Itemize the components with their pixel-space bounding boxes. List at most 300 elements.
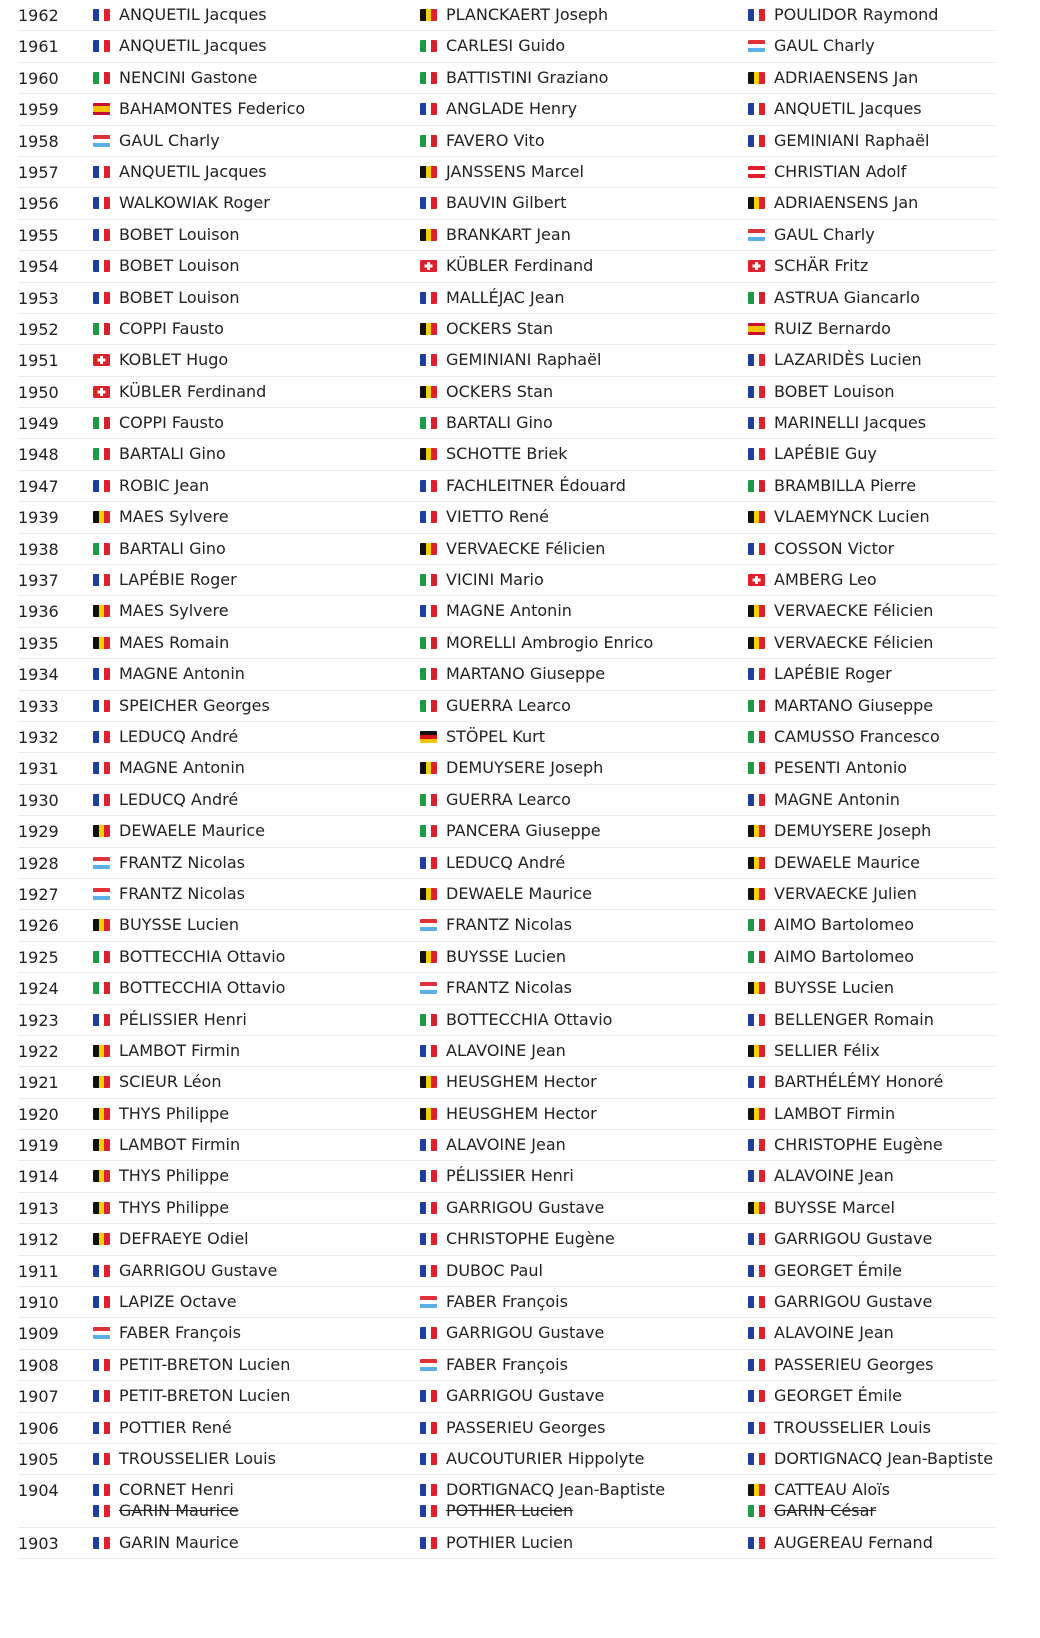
flag-it-icon xyxy=(420,135,437,147)
year-link[interactable]: 1929 xyxy=(18,822,59,842)
rider-name-link[interactable]: GUERRA Learco xyxy=(446,789,571,809)
rider-name-link[interactable]: BUYSSE Marcel xyxy=(774,1197,895,1217)
table-row xyxy=(18,251,995,282)
rider-name-link[interactable]: CHRISTOPHE Eugène xyxy=(446,1229,615,1249)
flag-lu-icon xyxy=(93,1327,110,1339)
table-row xyxy=(18,314,995,345)
table-row xyxy=(18,1005,995,1036)
flag-be-icon xyxy=(420,229,437,241)
table-row xyxy=(18,408,995,439)
rider-name-link[interactable]: BARTHÉLÉMY Honoré xyxy=(774,1072,944,1092)
flag-be-icon xyxy=(748,605,765,617)
rider-name-link[interactable]: BARTALI Gino xyxy=(446,413,553,433)
year-link[interactable]: 1953 xyxy=(18,288,59,308)
rider-name-link[interactable]: BOBET Louison xyxy=(119,287,240,307)
flag-be-icon xyxy=(748,825,765,837)
rider-name-link[interactable]: PESENTI Antonio xyxy=(774,758,908,778)
rider-name-link[interactable]: HEUSGHEM Hector xyxy=(446,1072,597,1092)
flag-fr-icon xyxy=(93,794,110,806)
flag-fr-icon xyxy=(420,857,437,869)
rider-name-link[interactable]: TROUSSELIER Louis xyxy=(119,1448,276,1468)
flag-be-icon xyxy=(93,1233,110,1245)
rider-name-link[interactable]: VICINI Mario xyxy=(446,570,544,590)
rider-name-link[interactable]: VERVAECKE Félicien xyxy=(774,601,934,621)
rider-name-link[interactable]: GARIN Maurice xyxy=(119,1501,239,1521)
rider-name-link[interactable]: ADRIAENSENS Jan xyxy=(774,67,919,87)
rider-name-link[interactable]: GARRIGOU Gustave xyxy=(119,1260,278,1280)
rider-name-link[interactable]: GARRIGOU Gustave xyxy=(774,1292,933,1312)
rider-name-link[interactable]: GAUL Charly xyxy=(119,130,220,150)
rider-name-link[interactable]: GARRIGOU Gustave xyxy=(446,1386,605,1406)
rider-name-link[interactable]: BOBET Louison xyxy=(119,256,240,276)
year-link[interactable]: 1913 xyxy=(18,1198,59,1218)
rider-name-link[interactable]: PETIT-BRETON Lucien xyxy=(119,1386,291,1406)
year-link[interactable]: 1914 xyxy=(18,1167,59,1187)
flag-be-icon xyxy=(93,919,110,931)
rider-name-link[interactable]: AIMO Bartolomeo xyxy=(774,915,915,935)
flag-it-icon xyxy=(93,417,110,429)
rider-name-link[interactable]: KÜBLER Ferdinand xyxy=(119,381,267,401)
table-row xyxy=(18,1350,995,1381)
flag-fr-icon xyxy=(93,1537,110,1549)
rider-name-link[interactable]: VIETTO René xyxy=(446,507,549,527)
year-link[interactable]: 1932 xyxy=(18,727,59,747)
table-row xyxy=(18,1067,995,1098)
flag-be-icon xyxy=(93,1170,110,1182)
rider-name-link[interactable]: FABER François xyxy=(446,1292,568,1312)
flag-it-icon xyxy=(748,951,765,963)
year-link[interactable]: 1928 xyxy=(18,853,59,873)
table-row xyxy=(18,188,995,219)
flag-fr-icon xyxy=(748,417,765,429)
rider-name-link[interactable]: LAPIZE Octave xyxy=(119,1292,237,1312)
rider-name-link[interactable]: MAGNE Antonin xyxy=(119,664,245,684)
rider-name-link[interactable]: DEFRAEYE Odiel xyxy=(119,1229,249,1249)
rider-name-link[interactable]: TROUSSELIER Louis xyxy=(774,1417,931,1437)
table-row xyxy=(18,345,995,376)
rider-name-link[interactable]: DUBOC Paul xyxy=(446,1260,543,1280)
flag-be-icon xyxy=(420,543,437,555)
flag-be-icon xyxy=(748,511,765,523)
rider-name-link[interactable]: BATTISTINI Graziano xyxy=(446,67,609,87)
year-link[interactable]: 1922 xyxy=(18,1041,59,1061)
rider-name-link[interactable]: ALAVOINE Jean xyxy=(446,1040,566,1060)
flag-fr-icon xyxy=(748,1076,765,1088)
rider-name-link[interactable]: BUYSSE Lucien xyxy=(119,915,239,935)
year-link[interactable]: 1931 xyxy=(18,759,59,779)
year-link[interactable]: 1938 xyxy=(18,539,59,559)
table-row xyxy=(18,910,995,941)
year-link[interactable]: 1937 xyxy=(18,571,59,591)
flag-fr-icon xyxy=(93,1014,110,1026)
rider-name-link[interactable]: BRANKART Jean xyxy=(446,224,571,244)
table-row xyxy=(18,126,995,157)
rider-name-link[interactable]: GARIN Maurice xyxy=(119,1532,239,1552)
year-link[interactable]: 1926 xyxy=(18,916,59,936)
year-link[interactable]: 1947 xyxy=(18,476,59,496)
flag-be-icon xyxy=(420,166,437,178)
rider-name-link[interactable]: DORTIGNACQ Jean-Baptiste xyxy=(446,1480,666,1500)
flag-fr-icon xyxy=(93,9,110,21)
rider-name-link[interactable]: POTTIER René xyxy=(119,1417,232,1437)
rider-name-link[interactable]: THYS Philippe xyxy=(119,1197,230,1217)
table-row xyxy=(18,565,995,596)
year-link[interactable]: 1911 xyxy=(18,1261,59,1281)
flag-fr-icon xyxy=(748,1327,765,1339)
flag-lu-icon xyxy=(93,888,110,900)
year-link[interactable]: 1954 xyxy=(18,257,59,277)
rider-name-link[interactable]: THYS Philippe xyxy=(119,1166,230,1186)
rider-name-link[interactable]: LAPÉBIE Roger xyxy=(774,664,892,684)
rider-name-link[interactable]: LEDUCQ André xyxy=(119,726,239,746)
flag-ch-icon xyxy=(93,386,110,398)
rider-name-link[interactable]: PÉLISSIER Henri xyxy=(119,1009,247,1029)
year-link[interactable]: 1950 xyxy=(18,382,59,402)
rider-name-link[interactable]: VERVAECKE Julien xyxy=(774,883,917,903)
year-link[interactable]: 1909 xyxy=(18,1324,59,1344)
year-link[interactable]: 1956 xyxy=(18,194,59,214)
rider-name-link[interactable]: LAPÉBIE Roger xyxy=(119,570,237,590)
rider-name-link[interactable]: COPPI Fausto xyxy=(119,318,224,338)
year-link[interactable]: 1930 xyxy=(18,790,59,810)
rider-name-link[interactable]: CHRISTOPHE Eugène xyxy=(774,1135,943,1155)
flag-be-icon xyxy=(748,1202,765,1214)
rider-name-link[interactable]: FABER François xyxy=(119,1323,241,1343)
flag-fr-icon xyxy=(420,1484,437,1496)
flag-fr-icon xyxy=(420,1390,437,1402)
year-link[interactable]: 1907 xyxy=(18,1387,59,1407)
rider-name-link[interactable]: ADRIAENSENS Jan xyxy=(774,193,919,213)
flag-fr-icon xyxy=(420,1265,437,1277)
rider-name-link[interactable]: GEORGET Émile xyxy=(774,1386,903,1406)
rider-name-link[interactable]: WALKOWIAK Roger xyxy=(119,193,270,213)
year-link[interactable]: 1910 xyxy=(18,1293,59,1313)
flag-lu-icon xyxy=(420,1296,437,1308)
table-row xyxy=(18,785,995,816)
table-row xyxy=(18,722,995,753)
rider-name-link[interactable]: MARTANO Giuseppe xyxy=(446,664,606,684)
year-link[interactable]: 1960 xyxy=(18,68,59,88)
rider-name-link[interactable]: PETIT-BRETON Lucien xyxy=(119,1354,291,1374)
flag-fr-icon xyxy=(93,1453,110,1465)
year-link[interactable]: 1908 xyxy=(18,1355,59,1375)
rider-name-link[interactable]: GARRIGOU Gustave xyxy=(446,1197,605,1217)
table-row xyxy=(18,1318,995,1349)
rider-name-link[interactable]: VERVAECKE Félicien xyxy=(446,538,606,558)
flag-be-icon xyxy=(748,1484,765,1496)
rider-name-link[interactable]: SCIEUR Léon xyxy=(119,1072,222,1092)
rider-name-link[interactable]: NENCINI Gastone xyxy=(119,67,258,87)
rider-name-link[interactable]: MAES Sylvere xyxy=(119,507,229,527)
flag-fr-icon xyxy=(748,543,765,555)
rider-name-link[interactable]: FRANTZ Nicolas xyxy=(446,915,572,935)
rider-name-link[interactable]: MORELLI Ambrogio Enrico xyxy=(446,632,654,652)
flag-fr-icon xyxy=(748,1233,765,1245)
year-link[interactable]: 1920 xyxy=(18,1104,59,1124)
year-link[interactable]: 1949 xyxy=(18,414,59,434)
rider-name-link[interactable]: LAPÉBIE Guy xyxy=(774,444,877,464)
rider-name-link[interactable]: GEORGET Émile xyxy=(774,1260,903,1280)
year-link[interactable]: 1962 xyxy=(18,6,59,25)
rider-name-link[interactable]: AMBERG Leo xyxy=(774,570,877,590)
rider-name-link[interactable]: ALAVOINE Jean xyxy=(446,1135,566,1155)
rider-name-link[interactable]: MAGNE Antonin xyxy=(774,789,900,809)
rider-name-link[interactable]: POTHIER Lucien xyxy=(446,1501,574,1521)
flag-fr-icon xyxy=(420,354,437,366)
rider-name-link[interactable]: GEMINIANI Raphaël xyxy=(446,350,602,370)
rider-name-link[interactable]: PASSERIEU Georges xyxy=(774,1354,934,1374)
rider-name-link[interactable]: BAUVIN Gilbert xyxy=(446,193,567,213)
flag-fr-icon xyxy=(420,103,437,115)
rider-name-link[interactable]: BOTTECCHIA Ottavio xyxy=(446,1009,613,1029)
year-link[interactable]: 1957 xyxy=(18,162,59,182)
rider-name-link[interactable]: COPPI Fausto xyxy=(119,413,224,433)
rider-name-link[interactable]: GARRIGOU Gustave xyxy=(446,1323,605,1343)
table-row xyxy=(18,1099,995,1130)
table-row xyxy=(18,1287,995,1318)
rider-name-link[interactable]: AUCOUTURIER Hippolyte xyxy=(446,1448,645,1468)
rider-name-link[interactable]: BRAMBILLA Pierre xyxy=(774,475,917,495)
year-link[interactable]: 1959 xyxy=(18,100,59,120)
flag-fr-icon xyxy=(93,1484,110,1496)
year-link[interactable]: 1919 xyxy=(18,1136,59,1156)
rider-name-link[interactable]: OCKERS Stan xyxy=(446,318,554,338)
rider-name-link[interactable]: PÉLISSIER Henri xyxy=(446,1166,574,1186)
rider-name-link[interactable]: RUIZ Bernardo xyxy=(774,318,891,338)
flag-be-icon xyxy=(93,1108,110,1120)
rider-name-link[interactable]: ROBIC Jean xyxy=(119,475,210,495)
rider-name-link[interactable]: POULIDOR Raymond xyxy=(774,5,939,24)
table-row xyxy=(18,1444,995,1475)
rider-name-link[interactable]: FRANTZ Nicolas xyxy=(119,883,245,903)
rider-name-link[interactable]: LAZARIDÈS Lucien xyxy=(774,350,922,370)
rider-name-link[interactable]: MAES Romain xyxy=(119,632,230,652)
flag-it-icon xyxy=(420,1014,437,1026)
flag-it-icon xyxy=(420,794,437,806)
rider-name-link[interactable]: SCHOTTE Briek xyxy=(446,444,568,464)
rider-name-link[interactable]: GARRIGOU Gustave xyxy=(774,1229,933,1249)
rider-name-link[interactable]: BARTALI Gino xyxy=(119,444,226,464)
rider-name-link[interactable]: PASSERIEU Georges xyxy=(446,1417,606,1437)
rider-name-link[interactable]: CHRISTIAN Adolf xyxy=(774,161,907,181)
rider-name-link[interactable]: BOTTECCHIA Ottavio xyxy=(119,978,286,998)
flag-be-icon xyxy=(93,637,110,649)
rider-name-link[interactable]: MAGNE Antonin xyxy=(119,758,245,778)
rider-name-link[interactable]: BOBET Louison xyxy=(119,224,240,244)
rider-name-link[interactable]: MALLÉJAC Jean xyxy=(446,287,565,307)
rider-name-link[interactable]: JANSSENS Marcel xyxy=(446,161,584,181)
rider-name-link[interactable]: CARLESI Guido xyxy=(446,36,566,56)
year-link[interactable]: 1905 xyxy=(18,1449,59,1469)
flag-fr-icon xyxy=(748,1537,765,1549)
rider-name-link[interactable]: BOBET Louison xyxy=(774,381,895,401)
rider-name-link[interactable]: GUERRA Learco xyxy=(446,695,571,715)
rider-name-link[interactable]: GAUL Charly xyxy=(774,224,875,244)
flag-fr-icon xyxy=(93,1505,110,1517)
rider-name-link[interactable]: THYS Philippe xyxy=(119,1103,230,1123)
rider-name-link[interactable]: ANQUETIL Jacques xyxy=(774,99,922,119)
flag-fr-icon xyxy=(748,1139,765,1151)
rider-name-link[interactable]: FABER François xyxy=(446,1354,568,1374)
rider-name-link[interactable]: SELLIER Félix xyxy=(774,1040,880,1060)
rider-name-link[interactable]: LEDUCQ André xyxy=(446,852,566,872)
rider-name-link[interactable]: SCHÄR Fritz xyxy=(774,256,869,276)
rider-name-link[interactable]: FACHLEITNER Édouard xyxy=(446,475,626,495)
year-link[interactable]: 1923 xyxy=(18,1010,59,1030)
rider-name-link[interactable]: GARIN César xyxy=(774,1501,876,1521)
rider-name-link[interactable]: DEMUYSERE Joseph xyxy=(446,758,604,778)
flag-be-icon xyxy=(748,1108,765,1120)
rider-name-link[interactable]: AIMO Bartolomeo xyxy=(774,946,915,966)
rider-name-link[interactable]: FAVERO Vito xyxy=(446,130,545,150)
rider-name-link[interactable]: BUYSSE Lucien xyxy=(774,978,894,998)
year-link[interactable]: 1903 xyxy=(18,1533,59,1553)
flag-it-icon xyxy=(420,825,437,837)
rider-name-link[interactable]: ALAVOINE Jean xyxy=(774,1166,894,1186)
flag-lu-icon xyxy=(420,1359,437,1371)
table-row xyxy=(18,942,995,973)
flag-fr-icon xyxy=(93,480,110,492)
flag-be-icon xyxy=(420,9,437,21)
year-link[interactable]: 1948 xyxy=(18,445,59,465)
rider-name-link[interactable]: MAES Sylvere xyxy=(119,601,229,621)
flag-fr-icon xyxy=(93,292,110,304)
year-link[interactable]: 1935 xyxy=(18,633,59,653)
rider-name-link[interactable]: VERVAECKE Félicien xyxy=(774,632,934,652)
rider-name-link[interactable]: DEWAELE Maurice xyxy=(446,883,592,903)
rider-name-link[interactable]: DEWAELE Maurice xyxy=(119,821,265,841)
table-row xyxy=(18,816,995,847)
flag-lu-icon xyxy=(420,919,437,931)
rider-name-link[interactable]: HEUSGHEM Hector xyxy=(446,1103,597,1123)
rider-name-link[interactable]: ANQUETIL Jacques xyxy=(119,36,267,56)
year-link[interactable]: 1921 xyxy=(18,1073,59,1093)
year-link[interactable]: 1958 xyxy=(18,131,59,151)
flag-fr-icon xyxy=(93,1422,110,1434)
rider-name-link[interactable]: BARTALI Gino xyxy=(119,538,226,558)
year-link[interactable]: 1961 xyxy=(18,37,59,57)
rider-name-link[interactable]: ANGLADE Henry xyxy=(446,99,578,119)
rider-name-link[interactable]: DORTIGNACQ Jean-Baptiste xyxy=(774,1448,994,1468)
rider-name-link[interactable]: BOTTECCHIA Ottavio xyxy=(119,946,286,966)
rider-name-link[interactable]: MAGNE Antonin xyxy=(446,601,572,621)
flag-fr-icon xyxy=(93,762,110,774)
flag-fr-icon xyxy=(93,1359,110,1371)
flag-it-icon xyxy=(748,700,765,712)
rider-name-link[interactable]: VLAEMYNCK Lucien xyxy=(774,507,930,527)
table-row xyxy=(18,659,995,690)
table-row xyxy=(18,1036,995,1067)
rider-name-link[interactable]: ASTRUA Giancarlo xyxy=(774,287,920,307)
flag-be-icon xyxy=(748,857,765,869)
flag-be-icon xyxy=(748,982,765,994)
table-row xyxy=(18,1381,995,1412)
year-link[interactable]: 1927 xyxy=(18,884,59,904)
rider-name-link[interactable]: ANQUETIL Jacques xyxy=(119,5,267,24)
flag-be-icon xyxy=(93,1202,110,1214)
rider-name-link[interactable]: BUYSSE Lucien xyxy=(446,946,566,966)
rider-name-link[interactable]: PANCERA Giuseppe xyxy=(446,821,601,841)
year-link[interactable]: 1951 xyxy=(18,351,59,371)
year-link[interactable]: 1955 xyxy=(18,225,59,245)
table-row xyxy=(18,439,995,470)
rider-name-link[interactable]: ALAVOINE Jean xyxy=(774,1323,894,1343)
flag-fr-icon xyxy=(93,1296,110,1308)
rider-name-link[interactable]: OCKERS Stan xyxy=(446,381,554,401)
year-link[interactable]: 1904 xyxy=(18,1481,59,1501)
rider-name-link[interactable]: COSSON Victor xyxy=(774,538,895,558)
rider-name-link[interactable]: LAMBOT Firmin xyxy=(119,1040,241,1060)
year-link[interactable]: 1934 xyxy=(18,665,59,685)
rider-name-link[interactable]: LEDUCQ André xyxy=(119,789,239,809)
table-row xyxy=(18,377,995,408)
year-link[interactable]: 1906 xyxy=(18,1418,59,1438)
rider-name-link[interactable]: SPEICHER Georges xyxy=(119,695,270,715)
flag-be-icon xyxy=(420,1108,437,1120)
rider-name-link[interactable]: KOBLET Hugo xyxy=(119,350,229,370)
flag-ch-icon xyxy=(748,260,765,272)
year-link[interactable]: 1939 xyxy=(18,508,59,528)
rider-name-link[interactable]: GAUL Charly xyxy=(774,36,875,56)
rider-name-link[interactable]: AUGEREAU Fernand xyxy=(774,1532,933,1552)
year-link[interactable]: 1936 xyxy=(18,602,59,622)
year-link[interactable]: 1952 xyxy=(18,319,59,339)
rider-name-link[interactable]: LAMBOT Firmin xyxy=(119,1135,241,1155)
flag-fr-icon xyxy=(420,1202,437,1214)
rider-name-link[interactable]: CAMUSSO Francesco xyxy=(774,726,940,746)
flag-it-icon xyxy=(748,731,765,743)
rider-name-link[interactable]: CORNET Henri xyxy=(119,1480,234,1500)
flag-it-icon xyxy=(748,1505,765,1517)
rider-name-link[interactable]: PLANCKAERT Joseph xyxy=(446,5,609,24)
flag-it-icon xyxy=(420,40,437,52)
rider-name-link[interactable]: MARTANO Giuseppe xyxy=(774,695,934,715)
rider-name-link[interactable]: KÜBLER Ferdinand xyxy=(446,256,594,276)
flag-it-icon xyxy=(420,72,437,84)
flag-be-icon xyxy=(420,448,437,460)
rider-name-link[interactable]: LAMBOT Firmin xyxy=(774,1103,896,1123)
flag-es-icon xyxy=(93,103,110,115)
rider-name-link[interactable]: CATTEAU Aloïs xyxy=(774,1480,890,1500)
rider-name-link[interactable]: FRANTZ Nicolas xyxy=(446,978,572,998)
rider-name-link[interactable]: GEMINIANI Raphaël xyxy=(774,130,930,150)
rider-name-link[interactable]: FRANTZ Nicolas xyxy=(119,852,245,872)
rider-name-link[interactable]: BELLENGER Romain xyxy=(774,1009,934,1029)
rider-name-link[interactable]: BAHAMONTES Federico xyxy=(119,99,306,119)
rider-name-link[interactable]: DEMUYSERE Joseph xyxy=(774,821,932,841)
table-row xyxy=(18,534,995,565)
flag-fr-icon xyxy=(748,9,765,21)
rider-name-link[interactable]: STÖPEL Kurt xyxy=(446,726,545,746)
flag-be-icon xyxy=(420,762,437,774)
rider-name-link[interactable]: DEWAELE Maurice xyxy=(774,852,920,872)
year-link[interactable]: 1912 xyxy=(18,1230,59,1250)
rider-name-link[interactable]: MARINELLI Jacques xyxy=(774,413,927,433)
year-link[interactable]: 1933 xyxy=(18,696,59,716)
flag-fr-icon xyxy=(93,40,110,52)
flag-fr-icon xyxy=(93,574,110,586)
flag-fr-icon xyxy=(420,1139,437,1151)
table-row xyxy=(18,220,995,251)
year-link[interactable]: 1924 xyxy=(18,979,59,999)
flag-fr-icon xyxy=(748,1359,765,1371)
year-link[interactable]: 1925 xyxy=(18,947,59,967)
table-row xyxy=(18,0,995,31)
rider-name-link[interactable]: ANQUETIL Jacques xyxy=(119,161,267,181)
rider-name-link[interactable]: POTHIER Lucien xyxy=(446,1532,574,1552)
flag-be-icon xyxy=(420,323,437,335)
flag-it-icon xyxy=(93,982,110,994)
